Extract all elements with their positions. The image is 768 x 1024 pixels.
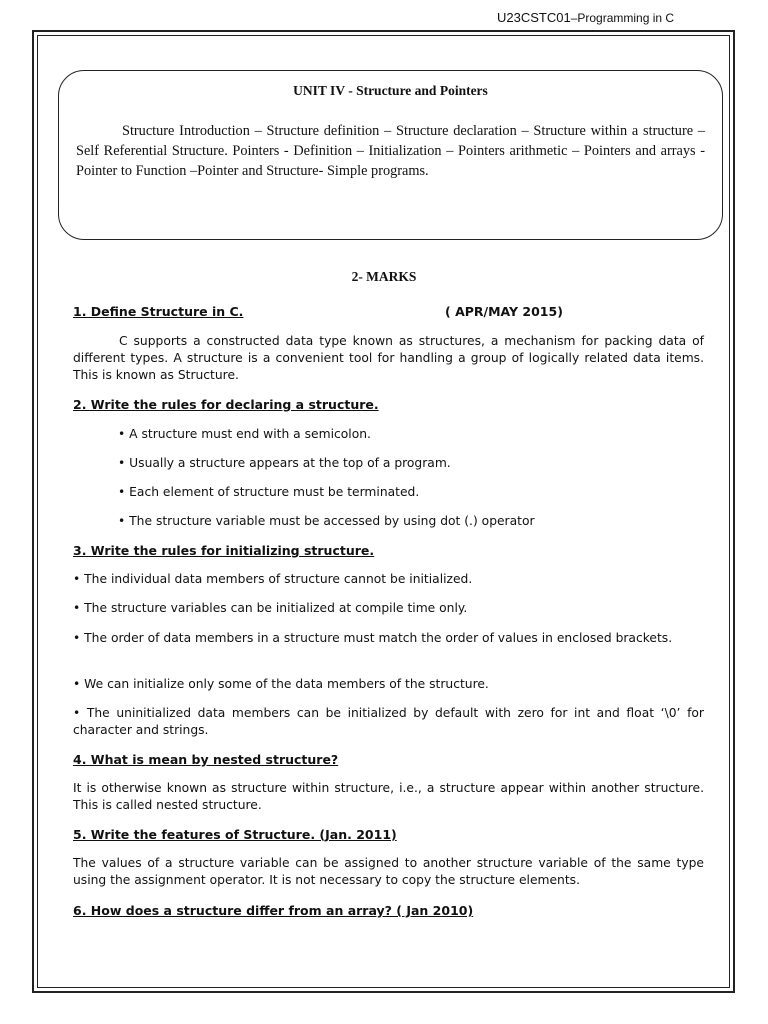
course-subject: –Programming in C bbox=[570, 11, 675, 25]
question-5-answer: The values of a structure variable can be assigned to another structure variable of the same type using the assignment operator. It is not necessary to copy the structure elements. bbox=[73, 856, 704, 887]
question-6-title: 6. How does a structure differ from an array? ( Jan 2010) bbox=[73, 903, 474, 918]
question-1-title: 1. Define Structure in C. bbox=[73, 304, 244, 319]
question-2-title: 2. Write the rules for declaring a structure. bbox=[73, 397, 379, 412]
list-item: • We can initialize only some of the data members of the structure. bbox=[73, 677, 489, 691]
page-header bbox=[497, 10, 674, 25]
list-item: • Each element of structure must be terminated. bbox=[118, 485, 420, 499]
unit-title: UNIT IV - Structure and Pointers bbox=[293, 83, 488, 98]
list-item: • The individual data members of structure cannot be initialized. bbox=[73, 572, 473, 586]
question-5-title: 5. Write the features of Structure. (Jan. 2011) bbox=[73, 827, 397, 842]
question-3-title: 3. Write the rules for initializing structure. bbox=[73, 543, 375, 558]
course-code: U23CSTC01 bbox=[497, 10, 571, 25]
unit-description: Structure Introduction – Structure definition – Structure declaration – Structure within a structure –Self Referential Structure. Pointers - Definition – Initialization – Pointers arithmetic – Pointers and arrays -Pointer to Function –Pointer and Structure- Simple programs. bbox=[76, 123, 705, 179]
list-item: • The structure variables can be initialized at compile time only. bbox=[73, 601, 468, 615]
list-item: • The structure variable must be accessed by using dot (.) operator bbox=[118, 514, 535, 528]
list-item: • A structure must end with a semicolon. bbox=[118, 427, 371, 441]
question-1-answer: C supports a constructed data type known as structures, a mechanism for packing data of different types. A structure is a convenient tool for handling a group of logically related data items. This is known as Structure. bbox=[73, 334, 704, 382]
question-1-note: ( APR/MAY 2015) bbox=[445, 304, 563, 319]
question-4-answer: It is otherwise known as structure within structure, i.e., a structure appear within another structure. This is called nested structure. bbox=[73, 781, 704, 812]
list-item: • The order of data members in a structure must match the order of values in enclosed brackets. bbox=[73, 631, 673, 645]
list-item: • The uninitialized data members can be initialized by default with zero for int and float ‘\0’ for character and strings. bbox=[73, 706, 704, 737]
list-item: • Usually a structure appears at the top of a program. bbox=[118, 456, 451, 470]
section-title: 2- MARKS bbox=[351, 269, 417, 284]
question-4-title: 4. What is mean by nested structure? bbox=[73, 752, 339, 767]
